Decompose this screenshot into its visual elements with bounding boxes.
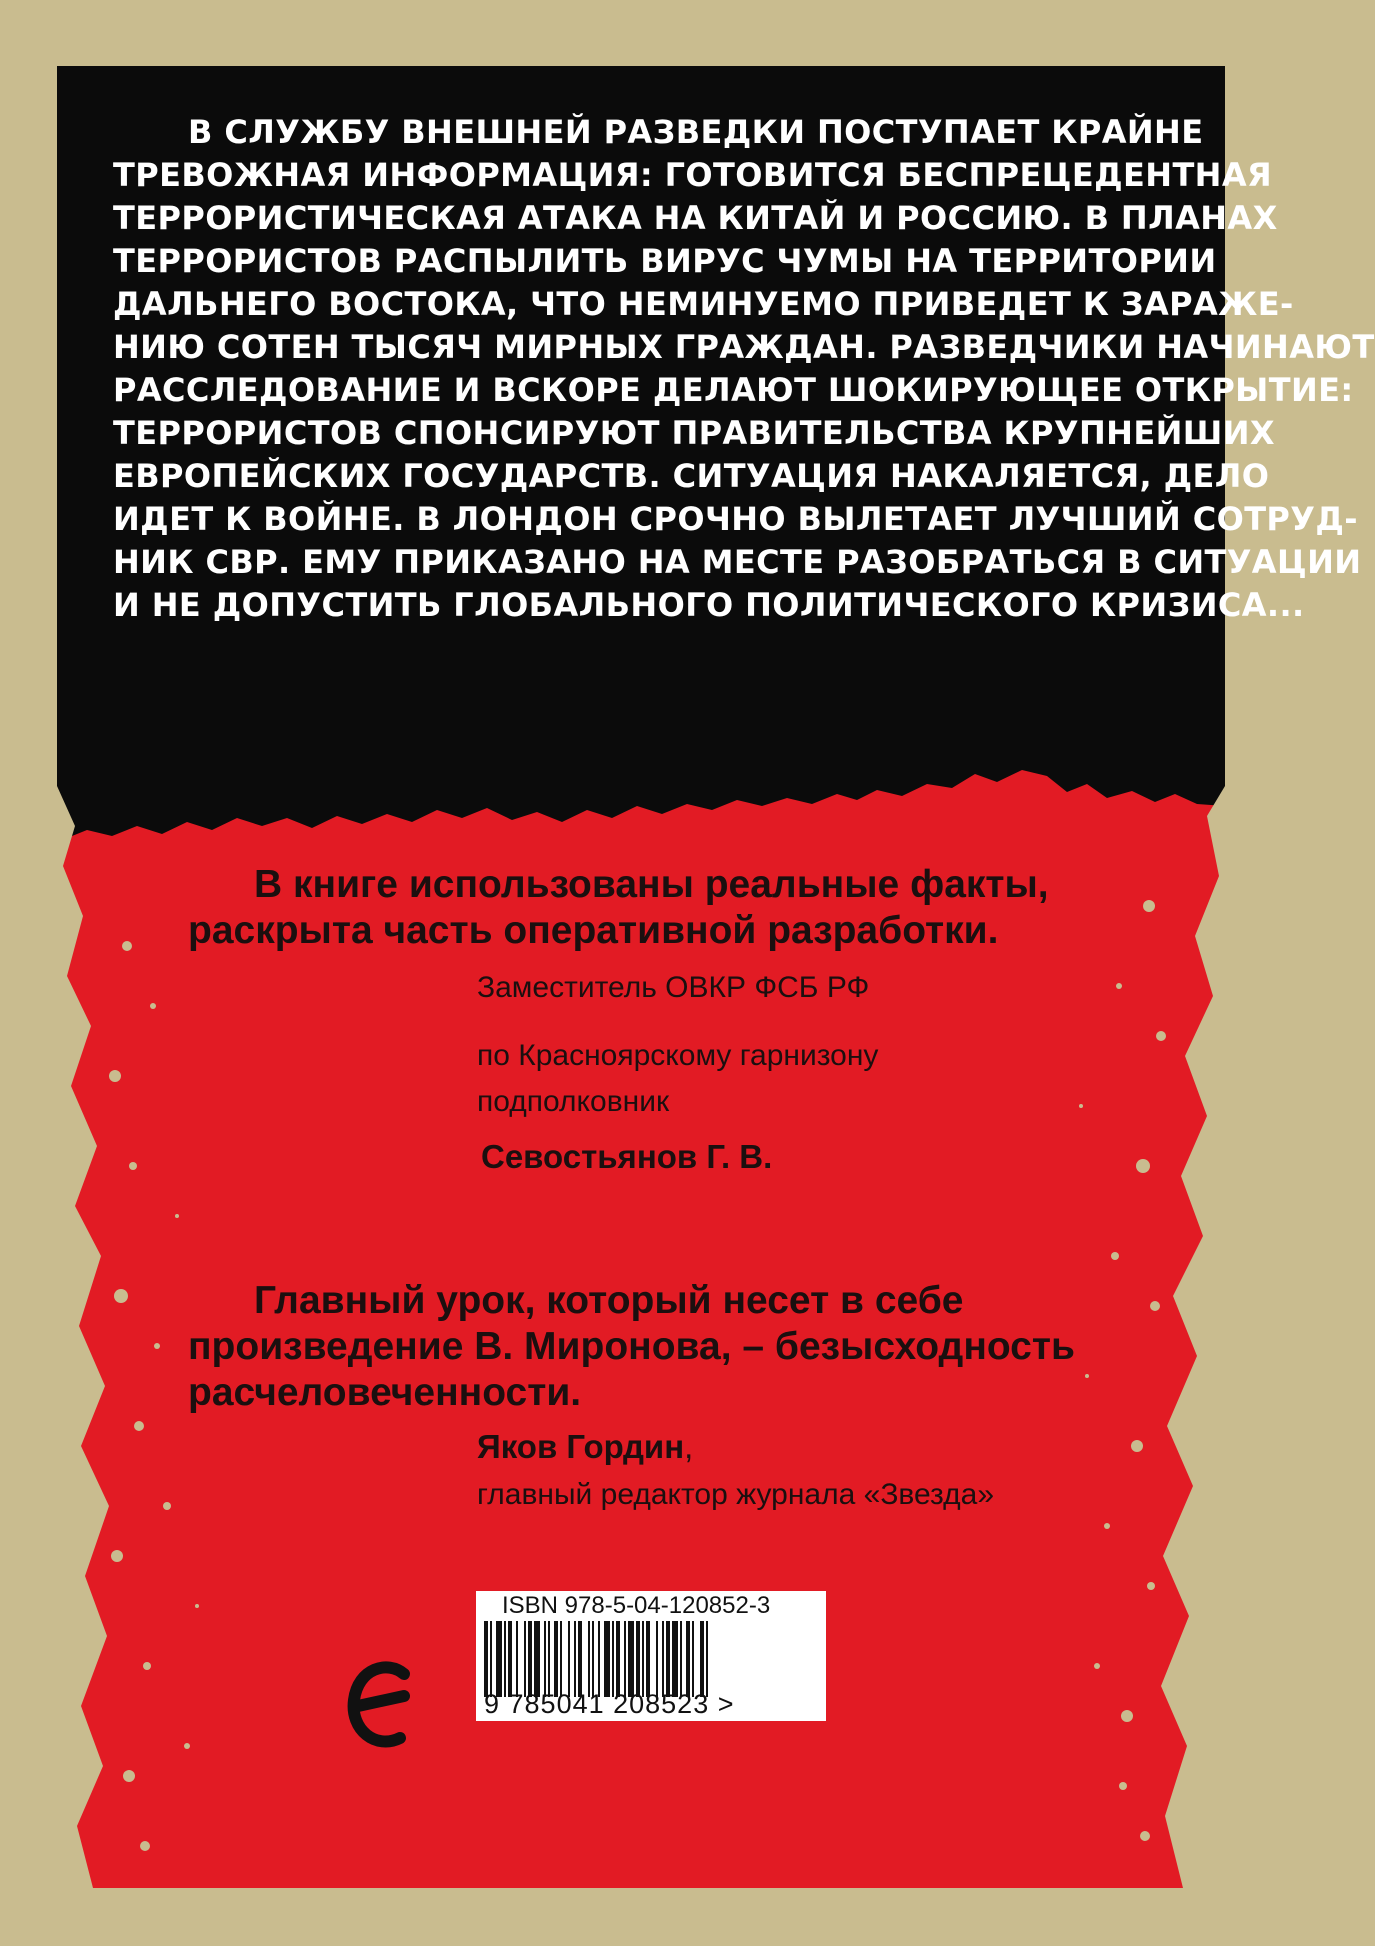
- review-quote-1: [188, 862, 1049, 954]
- blurb-line: И НЕ ДОПУСТИТЬ ГЛОБАЛЬНОГО ПОЛИТИЧЕСКОГО КРИЗИСА...: [113, 586, 1305, 624]
- barcode-bar: [578, 1621, 582, 1697]
- isbn-label: ISBN 978-5-04-120852-3: [502, 1592, 771, 1619]
- blurb-line: ТРЕВОЖНАЯ ИНФОРМАЦИЯ: ГОТОВИТСЯ БЕСПРЕЦЕДЕНТНАЯ: [113, 156, 1273, 194]
- quote-line: произведение В. Миронова, – безысходность: [188, 1325, 1075, 1368]
- barcode-bar: [680, 1621, 682, 1697]
- barcode-bar: [504, 1621, 506, 1697]
- barcode-bar: [700, 1621, 704, 1697]
- blurb-line: В СЛУЖБУ ВНЕШНЕЙ РАЗВЕДКИ ПОСТУПАЕТ КРАЙНЕ: [188, 113, 1204, 151]
- barcode-bar: [490, 1621, 492, 1697]
- publisher-logo-icon: [342, 1652, 422, 1758]
- barcode-bar: [646, 1621, 650, 1697]
- attribution-name-text: Яков Гордин: [477, 1428, 685, 1465]
- blurb-line: ЕВРОПЕЙСКИХ ГОСУДАРСТВ. СИТУАЦИЯ НАКАЛЯЕТСЯ, ДЕЛО: [113, 457, 1270, 495]
- quote-line: В книге использованы реальные факты,: [254, 863, 1049, 906]
- attribution-unit: по Красноярскому гарнизону: [477, 1039, 879, 1072]
- barcode-bar: [628, 1621, 634, 1697]
- quote-line: Главный урок, который несет в себе: [254, 1279, 964, 1322]
- barcode-bar: [686, 1621, 690, 1697]
- quote-line: расчеловеченности.: [188, 1371, 582, 1414]
- review-quote-2: [188, 1278, 1075, 1416]
- barcode-bar: [560, 1621, 562, 1697]
- barcode-bar: [662, 1621, 664, 1697]
- blurb-line: ТЕРРОРИСТОВ СПОНСИРУЮТ ПРАВИТЕЛЬСТВА КРУПНЕЙШИХ: [113, 414, 1275, 452]
- blurb-line: ТЕРРОРИСТОВ РАСПЫЛИТЬ ВИРУС ЧУМЫ НА ТЕРРИТОРИИ: [113, 242, 1217, 280]
- barcode-bar: [516, 1621, 518, 1697]
- barcode-bar: [598, 1621, 600, 1697]
- attribution-name: Севостьянов Г. В.: [481, 1138, 773, 1175]
- blurb-line: ТЕРРОРИСТИЧЕСКАЯ АТАКА НА КИТАЙ И РОССИЮ. В ПЛАНАХ: [113, 199, 1278, 237]
- barcode-bar: [496, 1621, 502, 1697]
- barcode-bar: [544, 1621, 546, 1697]
- attribution-rank: подполковник: [477, 1085, 670, 1118]
- blurb-line: РАССЛЕДОВАНИЕ И ВСКОРЕ ДЕЛАЮТ ШОКИРУЮЩЕЕ ОТКРЫТИЕ:: [113, 371, 1354, 409]
- barcode-bar: [604, 1621, 610, 1697]
- barcode-bar: [624, 1621, 626, 1697]
- barcode-bar: [568, 1621, 570, 1697]
- barcode-bar: [508, 1621, 512, 1697]
- book-back-cover: [57, 66, 1375, 1888]
- barcode-bar: [588, 1621, 590, 1697]
- barcode-bar: [666, 1621, 670, 1697]
- blurb-line: НИЮ СОТЕН ТЫСЯЧ МИРНЫХ ГРАЖДАН. РАЗВЕДЧИКИ НАЧИНАЮТ: [113, 328, 1375, 366]
- blurb-line: НИК СВР. ЕМУ ПРИКАЗАНО НА МЕСТЕ РАЗОБРАТЬСЯ В СИТУАЦИИ: [113, 543, 1362, 581]
- barcode-bar: [612, 1621, 614, 1697]
- barcode-bar: [692, 1621, 694, 1697]
- blurb-text: [113, 111, 1375, 627]
- barcode-bar: [528, 1621, 532, 1697]
- attribution-comma: ,: [684, 1428, 694, 1465]
- barcode-bar: [636, 1621, 640, 1697]
- barcode-bar: [534, 1621, 540, 1697]
- barcode-bar: [484, 1621, 488, 1697]
- barcode-bar: [706, 1621, 708, 1697]
- attribution-title: Заместитель ОВКР ФСБ РФ: [477, 971, 870, 1004]
- barcode-bar: [574, 1621, 576, 1697]
- barcode-bar: [592, 1621, 594, 1697]
- blurb-line: ИДЕТ К ВОЙНЕ. В ЛОНДОН СРОЧНО ВЫЛЕТАЕТ ЛУЧШИЙ СОТРУД-: [113, 500, 1358, 538]
- isbn-barcode: [476, 1591, 826, 1721]
- blurb-line: ДАЛЬНЕГО ВОСТОКА, ЧТО НЕМИНУЕМО ПРИВЕДЕТ К ЗАРАЖЕ-: [113, 285, 1294, 323]
- barcode-bar: [656, 1621, 658, 1697]
- quote-line: раскрыта часть оперативной разработки.: [188, 909, 999, 952]
- barcode-bar: [524, 1621, 526, 1697]
- barcode-bar: [642, 1621, 644, 1697]
- barcode-bar: [616, 1621, 620, 1697]
- attribution-role: главный редактор журнала «Звезда»: [477, 1478, 995, 1511]
- barcode-bars: [484, 1621, 806, 1697]
- barcode-bar: [554, 1621, 558, 1697]
- barcode-digits: 9 785041 208523 >: [484, 1689, 735, 1719]
- attribution-name-2: [477, 1428, 693, 1466]
- barcode-bar: [672, 1621, 678, 1697]
- barcode-bar: [548, 1621, 550, 1697]
